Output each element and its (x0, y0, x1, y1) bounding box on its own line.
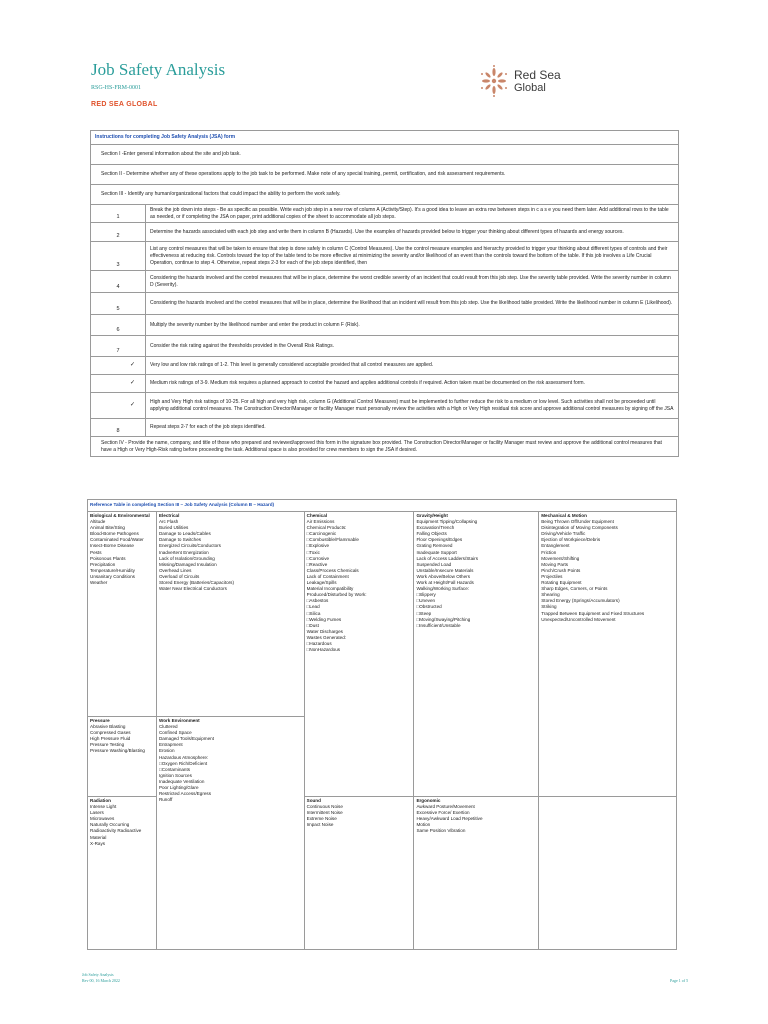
hazard-item: X-Rays (90, 840, 106, 846)
hazard-item: □NonHazardous (306, 647, 341, 653)
hazard-item: □Obstructed (416, 604, 442, 610)
hazard-item: Poor Lighting/Glare (158, 785, 199, 791)
hazard-item: Altitude (90, 519, 106, 525)
risk-check-text: Very low and low risk ratings of 1-2. This level is generally considered acceptable provided that all control measures are applied. (146, 357, 679, 375)
step-number: 8 (91, 419, 146, 437)
section-3-text: Section III - Identify any human/organizational factors that could impact the ability to perform the work safely. (91, 185, 679, 205)
hazard-category-gravity: Gravity/Height Equipment Tipping/Collapsing Excavation/Trench Falling Objects Floor Openings/Edges Grating Removed Inadequate Support Lack of Access Ladders/Stairs Suspended Load Unstable/Insecure Materials Work Above/Below Others Work at Height/Fall Hazards Walking/Working Surface: □Slippery □Uneven □Obstructed □Steep □Moving/Swaying/Pitching □Insufficient/Unstable (414, 512, 539, 797)
step-row (91, 205, 679, 223)
hazard-item: Poisonous Plants (90, 555, 126, 561)
hazard-item: Compressed Gases (90, 730, 131, 736)
hazard-item: Moving Parts (541, 561, 569, 567)
hazard-item: Work at Height/Fall Hazards (416, 580, 474, 586)
hazard-item: □Hazardous (306, 640, 332, 646)
step-text: Considering the hazards involved and the control measures that will be in place, determine the likelihood that an incident will result from this job step. Use the likelihood table provided. Write the likelihood number in column E (Likelihood). (146, 293, 679, 315)
step-number: 4 (91, 271, 146, 293)
risk-check-text: High and Very High risk ratings of 10-25. For all high and very high risk, column G (Additional Control Measures) must be implemented to further reduce the risk to a medium or low level. Such activities shall not be proceeded until applying additional control measures. The Construction Director/Manager or facility Manager must personally review the activities with a High or Very High residual risk score and approve additional control measures by signing off the JSA (146, 393, 679, 419)
hazard-item: Ejection of Workpiece/Debris (541, 537, 601, 543)
document-title: Job Safety Analysis (91, 60, 226, 79)
hazard-item: Unexpected/Uncontrolled Movement (541, 616, 616, 622)
hazard-item: Same Position Vibration (416, 828, 466, 834)
hazard-item: Inadvertent Energization (158, 549, 209, 555)
checkmark-icon: ✓ (91, 393, 146, 419)
hazard-item: □Welding Fumes (306, 616, 342, 622)
hazard-item: Cluttered (158, 724, 178, 730)
hazard-item: Excavation/Trench (416, 525, 455, 531)
hazard-item: Insect-Borne Disease (90, 543, 134, 549)
hazard-item: □Explosive (306, 543, 330, 549)
hazard-item: □Silica (306, 610, 321, 616)
hazard-item: Microwaves (90, 816, 115, 822)
reference-heading: Reference Table in completing Section III – Job Safety Analysis (Column B – Hazard) (88, 500, 677, 512)
logo-text-line2: Global (514, 82, 546, 94)
hazard-item: Erosion (158, 748, 175, 754)
hazard-item: Temperature/Humidity (90, 567, 135, 573)
step-row (91, 293, 679, 315)
hazard-item: Extreme Noise (306, 816, 337, 822)
hazard-item: Striking (541, 604, 557, 610)
hazard-item: Pests (90, 549, 102, 555)
logo-text-line1: Red Sea (514, 68, 561, 82)
hazard-item: Sharp Edges, Corners, or Points (541, 586, 608, 592)
section-2-text: Section II - Determine whether any of these operations apply to the job task to be performed. Make note of any special training, permit, certification, and risk assessment requirements. (91, 165, 679, 185)
step-number: 1 (91, 205, 146, 223)
hazard-item: Overhead Lines (158, 567, 192, 573)
hazard-item: Suspended Load (416, 561, 452, 567)
risk-check-row (91, 375, 679, 393)
hazard-category-electrical: Electrical Arc Flash Buried Utilities Damage to Leads/Cables Damage to Switches Energized Circuits/Conductors Inadvertent Energization Lack of Isolation/Grounding Missing/Damaged Insulation Overhead Lines Overload of Circuits Stored Energy (Batteries/Capacitors) Water Near Electrical Conductors (156, 512, 304, 717)
step-text: Break the job down into steps - Be as specific as possible. Write each job step in a new row of column A (Activity/Step). It's a good idea to leave an extra row between steps in c a s e you need them later. Add additional rows to the table as needed, or if completing the JSA on paper, print additional copies of the sheet to accommodate all job steps. (146, 205, 679, 223)
hazard-item: Pressure Testing (90, 742, 125, 748)
hazard-item: Trapped Between Equipment and Fixed Structures (541, 610, 645, 616)
checkmark-icon: ✓ (91, 357, 146, 375)
hazard-item: Driving/Vehicle Traffic (541, 531, 586, 537)
hazard-item: Class/Process Chemicals (306, 567, 359, 573)
hazard-item: Animal Bite/Sting (90, 525, 125, 531)
footer-page-number: Page 1 of 5 (670, 978, 689, 983)
checkmark-icon: ✓ (91, 375, 146, 393)
hazard-item: □Toxic (306, 549, 320, 555)
hazard-item: Confined Space (158, 730, 192, 736)
hazard-item: Restricted Access/Egress (158, 791, 212, 797)
step-row (91, 336, 679, 357)
hazard-item: Precipitation (90, 561, 116, 567)
step-text: Considering the hazards involved and the control measures that will be in place, determine the worst credible severity of an incident that could result from this job step. Use the severity table provided. Write the severity number in column D (Severity). (146, 271, 679, 293)
hazard-item: □Steep (416, 610, 432, 616)
hazard-category-chemical: Chemical Air Emissions Chemical Products: □Carcinogenic □Combustible/Flammable □Explosive □Toxic □Corrosive □Reactive Class/Process Chemicals Lack of Containment Leakage/Spills Material Incompatibility Produced/Disturbed by Work: □Asbestos □Lead □Silica □Welding Fumes □Dust Water Discharges Wastes Generated: □Hazardous □NonHazardous (304, 512, 414, 797)
instructions-heading: Instructions for completing Job Safety Analysis (JSA) form (91, 131, 679, 145)
hazard-item: Abrasive Blasting (90, 724, 126, 730)
hazard-item: Motion (416, 822, 431, 828)
hazard-item: Work Above/Below Others (416, 573, 470, 579)
step-row (91, 242, 679, 271)
hazard-item: Contaminated Food/Water (90, 537, 144, 543)
hazard-item: Entrapment (158, 742, 183, 748)
footer-revision: Rev 00, 16 March 2022 (82, 978, 120, 983)
hazard-item: □Combustible/Flammable (306, 537, 359, 543)
hazard-item: Projectiles (541, 573, 563, 579)
hazard-item: Water Near Electrical Conductors (158, 586, 227, 592)
risk-check-row (91, 393, 679, 419)
hazard-item: Lack of Access Ladders/Stairs (416, 555, 478, 561)
instructions-table (90, 130, 679, 457)
step-text: Multiply the severity number by the likelihood number and enter the product in column F (Risk). (146, 315, 679, 336)
step-text: Repeat steps 2-7 for each of the job steps identified. (146, 419, 679, 437)
hazard-item: □Lead (306, 604, 320, 610)
hazard-item: Overload of Circuits (158, 573, 200, 579)
hazard-item: Walking/Working Surface: (416, 586, 470, 592)
hazard-item: Stored Energy (Springs/Accumulators) (541, 598, 620, 604)
hazard-item: Runoff (158, 797, 173, 803)
hazard-item: Ignition Sources (158, 772, 192, 778)
step-number: 3 (91, 242, 146, 271)
hazard-item: Hazardous Atmosphere: (158, 754, 209, 760)
hazard-item: Inadequate Support (416, 549, 457, 555)
footer-document-name: Job Safety Analysis (82, 972, 114, 977)
step-number: 6 (91, 315, 146, 336)
hazard-item: Naturally Occurring (90, 822, 130, 828)
hazard-category-sound: Sound Continuous Noise Intermittent Noise Extreme Noise Impact Noise (304, 797, 414, 950)
hazard-item: □Moving/Swaying/Pitching (416, 616, 471, 622)
hazard-item: □Contaminants (158, 766, 191, 772)
hazard-item: Heavy/Awkward Load Repetitive (416, 816, 483, 822)
hazard-item: Radioactivity Radioactive (90, 828, 142, 834)
hazard-item: □Uneven (416, 598, 436, 604)
hazard-item: Excessive Force/ Exertion (416, 810, 470, 816)
hazard-item: Equipment Tipping/Collapsing (416, 519, 478, 525)
hazard-item: Water Discharges (306, 628, 343, 634)
hazard-item: Produced/Disturbed by Work: (306, 592, 367, 598)
hazard-item: Material Incompatibility (306, 586, 354, 592)
hazard-item: Grating Removed (416, 543, 453, 549)
hazard-item: Buried Utilities (158, 525, 189, 531)
hazard-item: □Corrosive (306, 555, 330, 561)
hazard-item: Intense Light (90, 804, 117, 810)
hazard-category-ergonomic: Ergonomic Awkward Posture/Movement Excessive Force/ Exertion Heavy/Awkward Load Repetitive Motion Same Position Vibration (414, 797, 539, 950)
hazard-item: Weather (90, 580, 108, 586)
hazard-item: Material (90, 834, 107, 840)
hazard-item: Movement/Shifting (541, 555, 580, 561)
step-row (91, 419, 679, 437)
step-text: Consider the risk rating against the thresholds provided in the Overall Risk Ratings. (146, 336, 679, 357)
hazard-item: Rotating Equipment (541, 580, 582, 586)
hazard-item: Inadequate Ventilation (158, 778, 205, 784)
red-sea-global-logo (478, 64, 588, 100)
risk-check-text: Medium risk ratings of 3-9. Medium risk requires a planned approach to control the hazard and applies additional controls if required. Action taken must be documented on the risk assessment form. (146, 375, 679, 393)
hazard-item: □Reactive (306, 561, 328, 567)
hazard-item: Floor Openings/Edges (416, 537, 463, 543)
hazard-item: Awkward Posture/Movement (416, 804, 475, 810)
hazard-item: Unstable/Insecure Materials (416, 567, 474, 573)
hazard-reference-table (87, 499, 677, 950)
hazard-item: Arc Flash (158, 519, 179, 525)
hazard-item: Falling Objects (416, 531, 447, 537)
hazard-item: Damage to Switches (158, 537, 202, 543)
hazard-item: Entanglement (541, 543, 570, 549)
hazard-category-pressure: Pressure Abrasive Blasting Compressed Gases High Pressure Fluid Pressure Testing Pressure Washing/Blasting (88, 717, 157, 797)
hazard-item: Unsanitary Conditions (90, 573, 135, 579)
step-number: 7 (91, 336, 146, 357)
hazard-item: Chemical Products: (306, 525, 347, 531)
hazard-item: Energized Circuits/Conductors (158, 543, 221, 549)
hazard-item: Impact Noise (306, 822, 334, 828)
hazard-item: Intermittent Noise (306, 810, 343, 816)
step-text: List any control measures that will be taken to ensure that step is done safely in column C (Control Measures). Use the control measure examples and hierarchy provided to trigger your thinking about different types of controls and their effectiveness at reducing risk. Controls toward the top of the table tend to be more effective at minimizing the severity and/or likelihood of an event than the controls toward the bottom of the table. If this job involves a Life Crucial Operation, continue to step 4. Otherwise, repeat steps 2-3 for each of the job steps identified, then (146, 242, 679, 271)
hazard-item: Friction (541, 549, 557, 555)
hazard-item: □Asbestos (306, 598, 329, 604)
hazard-item: Lack of Containment (306, 573, 349, 579)
step-number: 2 (91, 223, 146, 242)
hazard-item: Pressure Washing/Blasting (90, 748, 145, 754)
step-text: Determine the hazards associated with each job step and write them in column B (Hazards). Use the examples of hazards provided below to trigger your thinking about different types of hazards and energy sources. (146, 223, 679, 242)
hazard-item: Damaged Tools/Equipment (158, 736, 215, 742)
hazard-item: □Slippery (416, 592, 436, 598)
step-row (91, 315, 679, 336)
hazard-category-mechanical: Mechanical & Motion Being Thrown Off/Under Equipment Disintegration of Moving Components Driving/Vehicle Traffic Ejection of Workpiece/Debris Entanglement Friction Movement/Shifting Moving Parts Pinch/Crush Points Projectiles Rotating Equipment Sharp Edges, Corners, or Points Shearing Stored Energy (Springs/Accumulators) Striking Trapped Between Equipment and Fixed Structures Unexpected/Uncontrolled Movement (539, 512, 677, 797)
hazard-item: Shearing (541, 592, 560, 598)
step-row (91, 223, 679, 242)
hazard-item: Pinch/Crush Points (541, 567, 581, 573)
hazard-category-radiation: Radiation Intense Light Lasers Microwaves Naturally Occurring Radioactivity Radioactive Material X-Rays (88, 797, 157, 950)
risk-check-row (91, 357, 679, 375)
hazard-item: Wastes Generated: (306, 634, 347, 640)
hazard-item: Air Emissions (306, 519, 335, 525)
hazard-item: □Oxygen Rich/Deficient (158, 760, 208, 766)
step-number: 5 (91, 293, 146, 315)
brand-name: RED SEA GLOBAL (91, 101, 158, 108)
coral-emblem-icon (478, 64, 510, 98)
hazard-item: High Pressure Fluid (90, 736, 131, 742)
hazard-item: Disintegration of Moving Components (541, 525, 618, 531)
hazard-item: □Dust (306, 622, 319, 628)
hazard-category-biological: Biological & Environmental Altitude Animal Bite/Sting Blood-Borne Pathogens Contaminated Food/Water Insect-Borne Disease Pests Poisonous Plants Precipitation Temperature/Humidity Unsanitary Conditions Weather (88, 512, 157, 717)
hazard-item: Continuous Noise (306, 804, 343, 810)
hazard-item: Blood-Borne Pathogens (90, 531, 139, 537)
hazard-item: Stored Energy (Batteries/Capacitors) (158, 580, 235, 586)
hazard-category-empty (539, 797, 677, 950)
form-number: RSG-HS-FRM-0001 (91, 85, 142, 91)
step-row (91, 271, 679, 293)
hazard-item: Lack of Isolation/Grounding (158, 555, 215, 561)
section-4-text: Section IV - Provide the name, company, and title of those who prepared and reviewed/approved this form in the signature box provided. The Construction Director/Manager or facility Manager must review and approve the additional control measures that have a High or Very High-Risk rating before proceeding the task. Additional space is also provided for crew members to sign the JSA if desired. (91, 437, 679, 457)
hazard-category-work-environment: Work Environment Cluttered Confined Space Damaged Tools/Equipment Entrapment Erosion Hazardous Atmosphere: □Oxygen Rich/Deficient □Contaminants Ignition Sources Inadequate Ventilation Poor Lighting/Glare Restricted Access/Egress Runoff (156, 717, 304, 950)
hazard-item: □Insufficient/Unstable (416, 622, 461, 628)
hazard-item: Leakage/Spills (306, 580, 337, 586)
hazard-item: □Carcinogenic (306, 531, 337, 537)
hazard-item: Being Thrown Off/Under Equipment (541, 519, 614, 525)
hazard-item: Missing/Damaged Insulation (158, 561, 217, 567)
hazard-item: Damage to Leads/Cables (158, 531, 211, 537)
section-1-text: Section I -Enter general information about the site and job task. (91, 145, 679, 165)
hazard-item: Lasers (90, 810, 104, 816)
